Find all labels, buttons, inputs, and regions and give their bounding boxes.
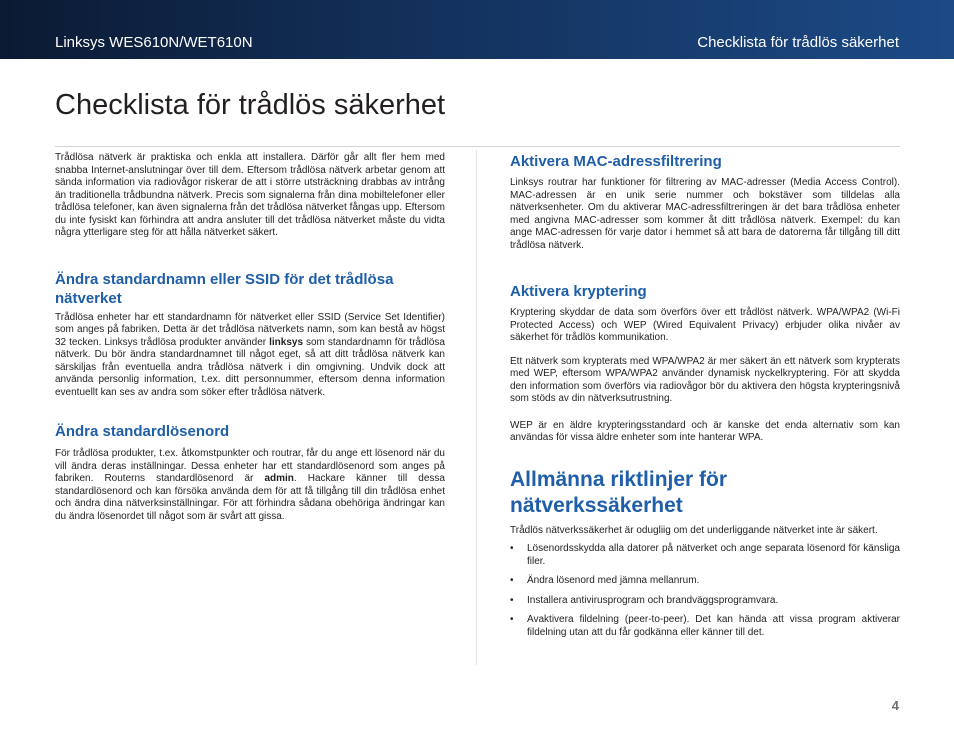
bullet-icon: • bbox=[510, 543, 514, 554]
password-default-value: admin bbox=[264, 473, 294, 484]
password-heading: Ändra standardlösenord bbox=[55, 423, 230, 440]
bullet-icon: • bbox=[510, 594, 514, 606]
intro-paragraph: Trådlösa nätverk är praktiska och enkla att installera. Därför går allt fler hem med snabba Internet-anslutningar över till dem. Eftersom trådlösa nätverk arbetar genom att sända information via radiovågor riskerar de att i större utsträckning drabbas av intrång än traditionella trådbundna nätverk. Precis som signalerna från dina mobiltelefoner eller trådlösa telefoner, kan även signalerna från det trådlösa nätverket fångas upp. Eftersom du inte fysiskt kan förhindra att andra ansluter till det trådlösa nätverket måste du vidta några ytterligare steg för att hålla nätverket säkert. bbox=[55, 152, 445, 238]
ssid-text-start: Trådlösa enheter har ett standardnamn för nätverket eller SSID (Service Set Identifier) som anges på fabriken. Detta är det trådlösa nätverkets namn, som kan bestå av högst 32 tecken. Linksys trådlösa produkter använder bbox=[55, 311, 445, 348]
title-divider bbox=[55, 146, 900, 147]
mac-paragraph: Linksys routrar har funktioner för filtrering av MAC-adresser (Media Access Control). MAC-adressen är en unik serie nummer och bokstäver som tilldelas alla nätverksenheter. Om du aktiverar MAC-adressfiltreringen är det bara trådlösa enheter med angivna MAC-adresser som kommer åt ditt trådlösa nätverk. Exempel: du kan ange MAC-adressen för varje dator i hemmet så att bara de datorerna får tillgång till ditt trådlösa nätverk. bbox=[510, 177, 900, 251]
password-text-end: . Hackare känner till dessa standardlösenord och kan försöka använda dem för att få tillgång till din trådlösa enhet och ändra dina nätverksinställningar. För att förhindra sådana obehöriga ändringar kan du ändra lösenordet till något som är svårt att gissa. bbox=[55, 473, 445, 522]
password-text-start: För trådlösa produkter, t.ex. åtkomstpunkter och routrar, får du ange ett lösenord när du vill ändra deras inställningar. Dessa enheter har ett standardlösenord som anges på fabriken. Routerns standardlösenord är bbox=[55, 448, 445, 484]
header-section-name: Checklista för trådlös säkerhet bbox=[697, 34, 899, 51]
page-title: Checklista för trådlös säkerhet bbox=[55, 89, 446, 121]
encryption-heading: Aktivera kryptering bbox=[510, 283, 647, 300]
right-column bbox=[510, 152, 900, 639]
bullet-icon: • bbox=[510, 575, 514, 586]
header-product-name: Linksys WES610N/WET610N bbox=[55, 34, 253, 51]
page-header bbox=[0, 0, 954, 59]
list-item: • Installera antivirusprogram och brandväggsprogramvara. bbox=[510, 594, 779, 606]
page-number: 4 bbox=[891, 698, 899, 713]
list-item: • Lösenordsskydda alla datorer på nätverket och ange separata lösenord för känsliga filer. bbox=[510, 543, 900, 567]
guidelines-heading: Allmänna riktlinjer för nätverkssäkerhet bbox=[510, 467, 728, 517]
left-column bbox=[55, 152, 445, 523]
column-divider bbox=[476, 150, 477, 665]
bullet-icon: • bbox=[510, 614, 514, 625]
mac-heading: Aktivera MAC-adressfiltrering bbox=[510, 153, 722, 170]
ssid-default-name: linksys bbox=[269, 336, 304, 348]
ssid-heading: Ändra standardnamn eller SSID för det trådlösa nätverket bbox=[55, 270, 394, 307]
ssid-paragraph bbox=[55, 312, 445, 400]
encryption-paragraph-3: WEP är en äldre krypteringsstandard och är kanske det enda alternativ som kan användas för vissa äldre enheter som inte hanterar WPA. bbox=[510, 419, 900, 443]
encryption-paragraph-1: Kryptering skyddar de data som överförs över ett trådlöst nätverk. WPA/WPA2 (Wi-Fi Protected Access) och WEP (Wired Equivalent Privacy) erbjuder olika nivåer av säkerhet för trådlös kommunikation. bbox=[510, 307, 900, 343]
encryption-paragraph-2: Ett nätverk som krypterats med WPA/WPA2 är mer säkert än ett nätverk som krypterats med WEP, eftersom WPA/WPA2 använder dynamisk nyckelkryptering. För att skydda den information som överförs via radiovågor bör du aktivera den högsta krypteringsnivå som stöds av din nätverksutrustning. bbox=[510, 355, 900, 404]
ssid-text-end: som standardnamn för trådlösa nätverk. Du bör ändra standardnamnet till något eget, så att ditt trådlösa nätverk kan särskiljas från eventuella andra trådlösa nätverk i din omgivning. Undvik dock att använda personlig information, t.ex. ditt personnummer, eftersom denna information eventuellt kan ses av andra som söker efter trådlösa nätverk. bbox=[55, 336, 445, 398]
list-item: • Avaktivera fildelning (peer-to-peer). Det kan hända att vissa program aktiverar fildelning utan att du får godkänna eller känner till det. bbox=[510, 614, 900, 638]
guidelines-list bbox=[510, 543, 900, 639]
guidelines-intro: Trådlös nätverkssäkerhet är odugliig om det underliggande nätverket inte är säkert. bbox=[510, 524, 878, 536]
list-item: • Ändra lösenord med jämna mellanrum. bbox=[510, 575, 700, 586]
password-paragraph bbox=[55, 448, 445, 523]
